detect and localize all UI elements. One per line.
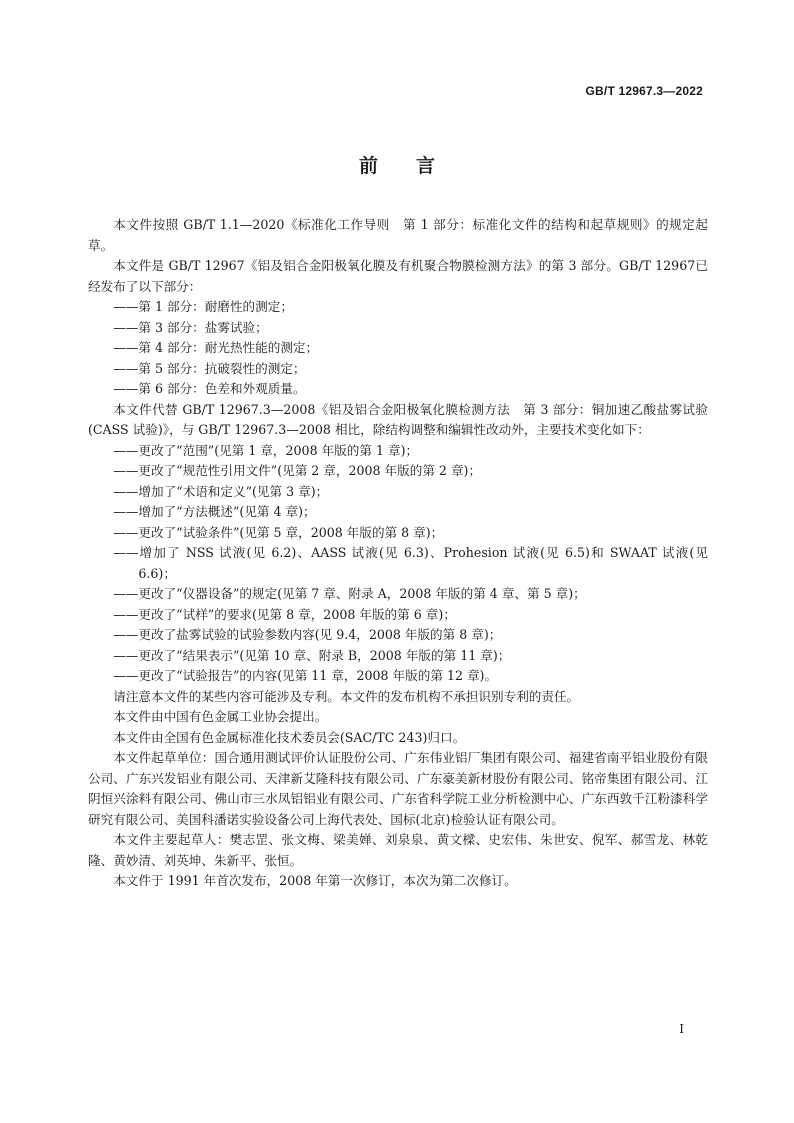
proposer-paragraph: 本文件由中国有色金属工业协会提出。: [113, 709, 328, 724]
part-list-item: ——第 4 部分：耐光热性能的测定；: [113, 340, 319, 355]
change-list-item: ——更改了“试验条件”(见第 5 章，2008 年版的第 8 章)；: [113, 524, 444, 540]
part-list-item: ——第 6 部分：色差和外观质量。: [113, 381, 306, 396]
change-list-item: ——更改了“仪器设备”的规定(见第 7 章、附录 A，2008 年版的第 4 章、第 5 章)；: [113, 586, 586, 601]
change-list-item: ——更改了“规范性引用文件”(见第 2 章，2008 年版的第 2 章)；: [113, 463, 482, 478]
page-number: I: [679, 1022, 684, 1036]
page-title: 前言: [358, 155, 473, 177]
history-paragraph: 本文件于 1991 年首次发布，2008 年第一次修订，本次为第二次修订。: [113, 873, 517, 888]
part-list-item: ——第 3 部分：盐雾试验；: [113, 319, 268, 335]
standard-id: GB/T 12967.3—2022: [585, 84, 703, 98]
part-list-item: ——第 5 部分：抗破裂性的测定；: [113, 360, 306, 376]
foreword-body: [88, 215, 708, 892]
part-intro-paragraph: 本文件是 GB/T 12967《铝及铝合金阳极氧化膜及有机聚合物膜检测方法》的第 3 部分。GB/T 12967已经发布了以下部分：: [88, 258, 708, 294]
committee-paragraph: 本文件由全国有色金属标准化技术委员会(SAC/TC 243)归口。: [113, 729, 466, 745]
replacement-paragraph: 本文件代替 GB/T 12967.3—2008《铝及铝合金阳极氧化膜检测方法 第 3 部分：铜加速乙酸盐雾试验(CASS 试验)》，与 GB/T 12967.3—2008 相比，除结构调整和编辑性改动外，主要技术变化如下：: [88, 401, 708, 437]
drafting-units-paragraph: 本文件起草单位：国合通用测试评价认证股份公司、广东伟业铝厂集团有限公司、福建省南平铝业股份有限公司、广东兴发铝业有限公司、天津新艾隆科技有限公司、广东豪美新材股份有限公司、铭帝集团有限公司、江阴恒兴涂料有限公司、佛山市三水凤铝铝业有限公司、广东省科学院工业分析检测中心、广东西敦千江粉漆科学研究有限公司、美国科潘诺实验设备公司上海代表处、国标(北京)检验认证有限公司。: [88, 750, 708, 827]
change-list-item: ——更改了盐雾试验的试验参数内容(见 9.4，2008 年版的第 8 章)；: [113, 627, 502, 642]
change-list-item: ——增加了 NSS 试液(见 6.2)、AASS 试液(见 6.3)、Prohesion 试液(见 6.5)和 SWAAT 试液(见 6.6)；: [113, 545, 708, 581]
change-list-item: ——更改了“试样”的要求(见第 8 章，2008 年版的第 6 章)；: [113, 606, 456, 622]
change-list-item: ——增加了“方法概述”(见第 4 章)；: [113, 504, 316, 519]
patent-notice-paragraph: 请注意本文件的某些内容可能涉及专利。本文件的发布机构不承担识别专利的责任。: [113, 688, 580, 704]
change-list-item: ——增加了“术语和定义”(见第 3 章)；: [113, 483, 329, 499]
change-list-item: ——更改了“结果表示”(见第 10 章、附录 B，2008 年版的第 11 章)；: [113, 647, 511, 663]
change-list-item: ——更改了“范围”(见第 1 章，2008 年版的第 1 章)；: [113, 442, 419, 458]
drafting-rule-paragraph: 本文件按照 GB/T 1.1—2020《标准化工作导则 第 1 部分：标准化文件的结构和起草规则》的规定起草。: [88, 217, 708, 253]
part-list-item: ——第 1 部分：耐磨性的测定；: [113, 299, 293, 314]
drafters-paragraph: 本文件主要起草人：樊志罡、张文梅、梁美婵、刘泉泉、黄文樑、史宏伟、朱世安、倪军、郝雪龙、林乾隆、黄妙清、刘英坤、朱新平、张恒。: [88, 832, 708, 868]
change-list-item: ——更改了“试验报告”的内容(见第 11 章，2008 年版的第 12 章)。: [113, 668, 498, 683]
